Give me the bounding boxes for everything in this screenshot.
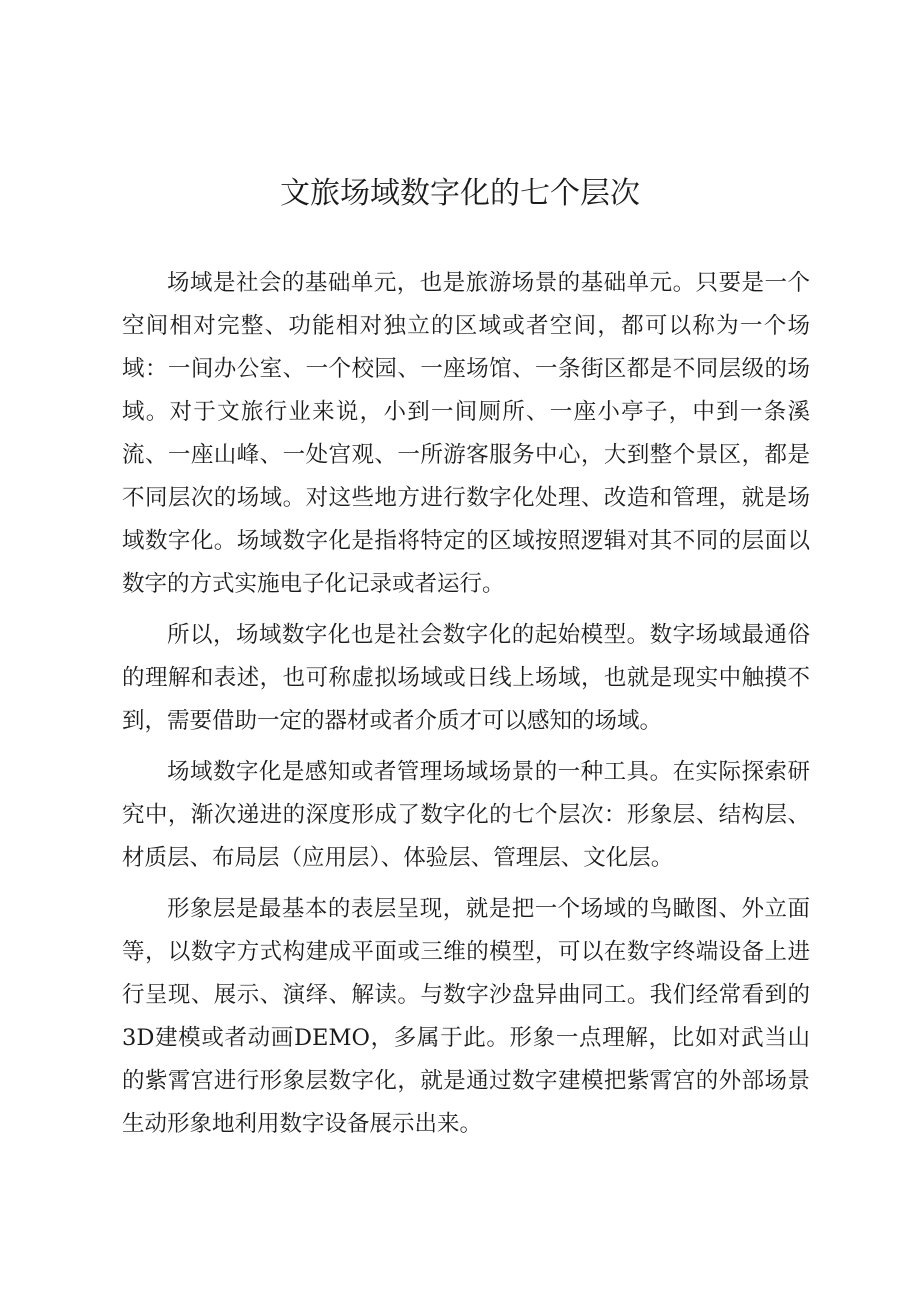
paragraph: 形象层是最基本的表层呈现，就是把一个场域的鸟瞰图、外立面等，以数字方式构建成平面或三维的模型，可以在数字终端设备上进行呈现、展示、演绎、解读。与数字沙盘异曲同工。我们经常看到的3D建模或者动画DEMO，多属于此。形象一点理解，比如对武当山的紫霄宫进行形象层数字化，就是通过数字建模把紫霄宫的外部场景生动形象地利用数字设备展示出来。 xyxy=(122,896,810,1137)
paragraph: 场域数字化是感知或者管理场域场景的一种工具。在实际探索研究中，渐次递进的深度形成了数字化的七个层次：形象层、结构层、材质层、布局层（应用层）、体验层、管理层、文化层。 xyxy=(122,759,810,871)
document-title: 文旅场域数字化的七个层次 xyxy=(280,176,640,211)
paragraph: 所以，场域数字化也是社会数字化的起始模型。数字场域最通俗的理解和表述，也可称虚拟场域或日线上场域，也就是现实中触摸不到，需要借助一定的器材或者介质才可以感知的场域。 xyxy=(122,622,810,734)
document-body xyxy=(122,262,810,1154)
paragraph: 场域是社会的基础单元，也是旅游场景的基础单元。只要是一个空间相对完整、功能相对独立的区域或者空间，都可以称为一个场域：一间办公室、一个校园、一座场馆、一条街区都是不同层级的场域。对于文旅行业来说，小到一间厕所、一座小亭子，中到一条溪流、一座山峰、一处宫观、一所游客服务中心，大到整个景区，都是不同层次的场域。对这些地方进行数字化处理、改造和管理，就是场域数字化。场域数字化是指将特定的区域按照逻辑对其不同的层面以数字的方式实施电子化记录或者运行。 xyxy=(122,270,810,597)
